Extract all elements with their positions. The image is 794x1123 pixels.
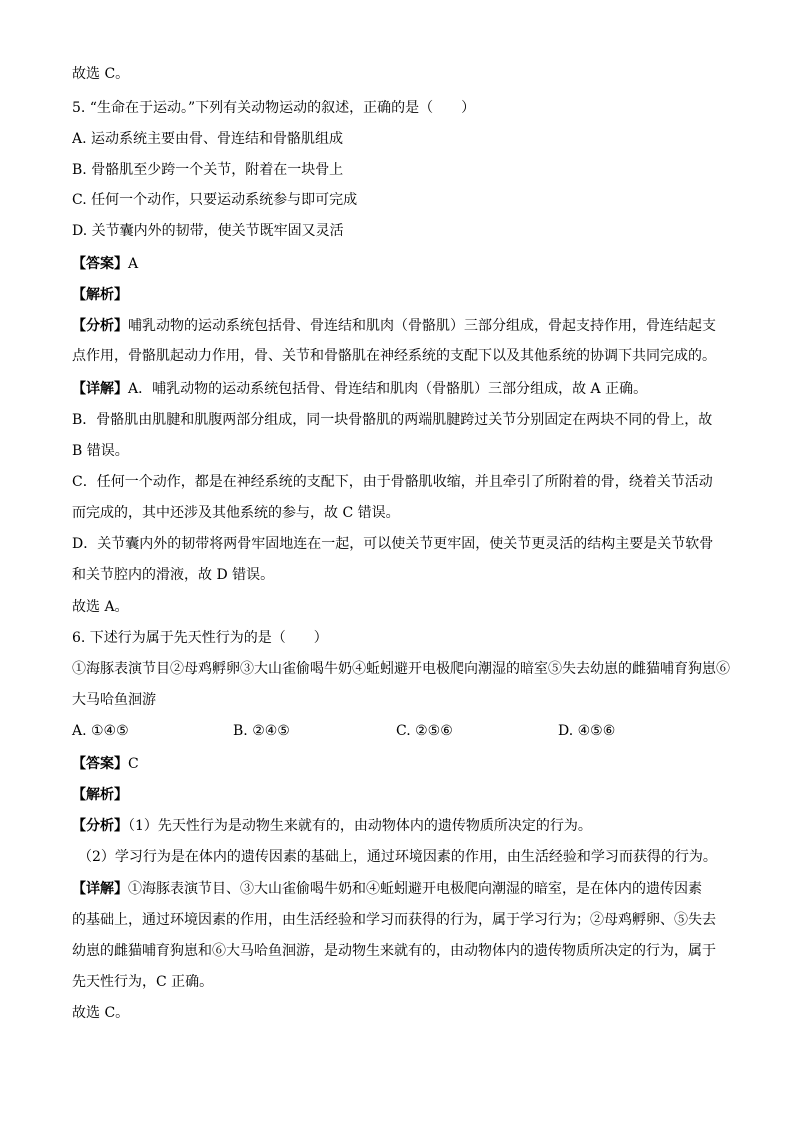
q5-xiangjie-a: A．哺乳动物的运动系统包括骨、骨连结和肌肉（骨骼肌）三部分组成，故 A 正确。 — [128, 381, 648, 397]
q6-option-d: D. ④⑤⑥ — [558, 723, 616, 739]
q6-analysis-tag: 【解析】 — [72, 787, 128, 803]
q6-items-line-1: ①海豚表演节目②母鸡孵卵③大山雀偷喝牛奶④蚯蚓避开电极爬向潮湿的暗室⑤失去幼崽的雌猫哺育狗崽⑥ — [72, 661, 730, 677]
q5-option-b: B. 骨骼肌至少跨一个关节，附着在一块骨上 — [72, 162, 344, 178]
q5-fenxi-line-2: 点作用，骨骼肌起动力作用，骨、关节和骨骼肌在神经系统的支配下以及其他系统的协调下共同完成的。 — [72, 348, 716, 364]
q6-xiangjie-line-1 — [72, 879, 732, 899]
fenxi-tag: 【分析】 — [72, 318, 128, 334]
q5-fenxi-text-1: 哺乳动物的运动系统包括骨、骨连结和肌肉（骨骼肌）三部分组成，骨起支持作用，骨连结起支 — [128, 318, 716, 334]
q6-xiangjie-line-2: 的基础上，通过环境因素的作用，由生活经验和学习而获得的行为，属于学习行为；②母鸡孵卵、⑤失去 — [72, 912, 716, 928]
q5-option-c: C. 任何一个动作，只要运动系统参与即可完成 — [72, 192, 358, 208]
q5-fenxi-line-1 — [72, 316, 732, 336]
q5-answer-value: A — [128, 256, 139, 272]
q5-xiangjie-c-line-2: 而完成的，其中还涉及其他系统的参与，故 C 错误。 — [72, 505, 400, 521]
answer-tag: 【答案】 — [72, 256, 128, 272]
q5-answer-line — [72, 254, 732, 274]
fenxi-tag: 【分析】 — [72, 818, 128, 834]
xiangjie-tag: 【详解】 — [72, 381, 128, 397]
q5-xiangjie-d-line-1: D．关节囊内外的韧带将两骨牢固地连在一起，可以使关节更牢固，使关节更灵活的结构主要是关节软骨 — [72, 536, 714, 552]
q5-analysis-tag: 【解析】 — [72, 287, 128, 303]
q4-conclusion: 故选 C。 — [72, 66, 130, 82]
q6-xiangjie-line-4: 先天性行为，C 正确。 — [72, 974, 214, 990]
q6-option-b: B. ②④⑤ — [233, 723, 290, 739]
q5-xiangjie-d-line-2: 和关节腔内的滑液，故 D 错误。 — [72, 567, 275, 583]
q6-items-line-2: 大马哈鱼洄游 — [72, 692, 156, 708]
q5-option-a: A. 运动系统主要由骨、骨连结和骨骼肌组成 — [72, 131, 344, 147]
q6-fenxi-line-2: （2）学习行为是在体内的遗传因素的基础上，通过环境因素的作用，由生活经验和学习而获得的行为。 — [78, 849, 717, 865]
q5-xiangjie-b-line-1: B．骨骼肌由肌腱和肌腹两部分组成，同一块骨骼肌的两端肌腱跨过关节分别固定在两块不同的骨上，故 — [72, 412, 713, 428]
q6-fenxi-text-1: （1）先天性行为是动物生来就有的，由动物体内的遗传物质所决定的行为。 — [128, 818, 592, 834]
q5-option-d: D. 关节囊内外的韧带，使关节既牢固又灵活 — [72, 223, 344, 239]
xiangjie-tag: 【详解】 — [72, 881, 128, 897]
q5-conclusion: 故选 A。 — [72, 599, 129, 615]
q6-stem: 6. 下述行为属于先天性行为的是（ ） — [72, 630, 328, 646]
q6-fenxi-line-1 — [72, 816, 732, 836]
q5-stem: 5. “生命在于运动。”下列有关动物运动的叙述，正确的是（ ） — [72, 100, 476, 116]
q6-option-c: C. ②⑤⑥ — [396, 723, 453, 739]
q5-xiangjie-c-line-1: C．任何一个动作，都是在神经系统的支配下，由于骨骼肌收缩，并且牵引了所附着的骨，绕着关节活动 — [72, 474, 713, 490]
q6-xiangjie-line-3: 幼崽的雌猫哺育狗崽和⑥大马哈鱼洄游，是动物生来就有的，由动物体内的遗传物质所决定的行为，属于 — [72, 943, 716, 959]
answer-tag: 【答案】 — [72, 756, 128, 772]
q6-answer-line — [72, 754, 732, 774]
q6-conclusion: 故选 C。 — [72, 1005, 130, 1021]
q5-xiangjie-a-line — [72, 379, 732, 399]
q5-xiangjie-b-line-2: B 错误。 — [72, 443, 129, 459]
q6-answer-value: C — [128, 756, 139, 772]
q6-xiangjie-text-1: ①海豚表演节目、③大山雀偷喝牛奶和④蚯蚓避开电极爬向潮湿的暗室，是在体内的遗传因素 — [128, 881, 702, 897]
q6-option-a: A. ①④⑤ — [72, 723, 129, 739]
